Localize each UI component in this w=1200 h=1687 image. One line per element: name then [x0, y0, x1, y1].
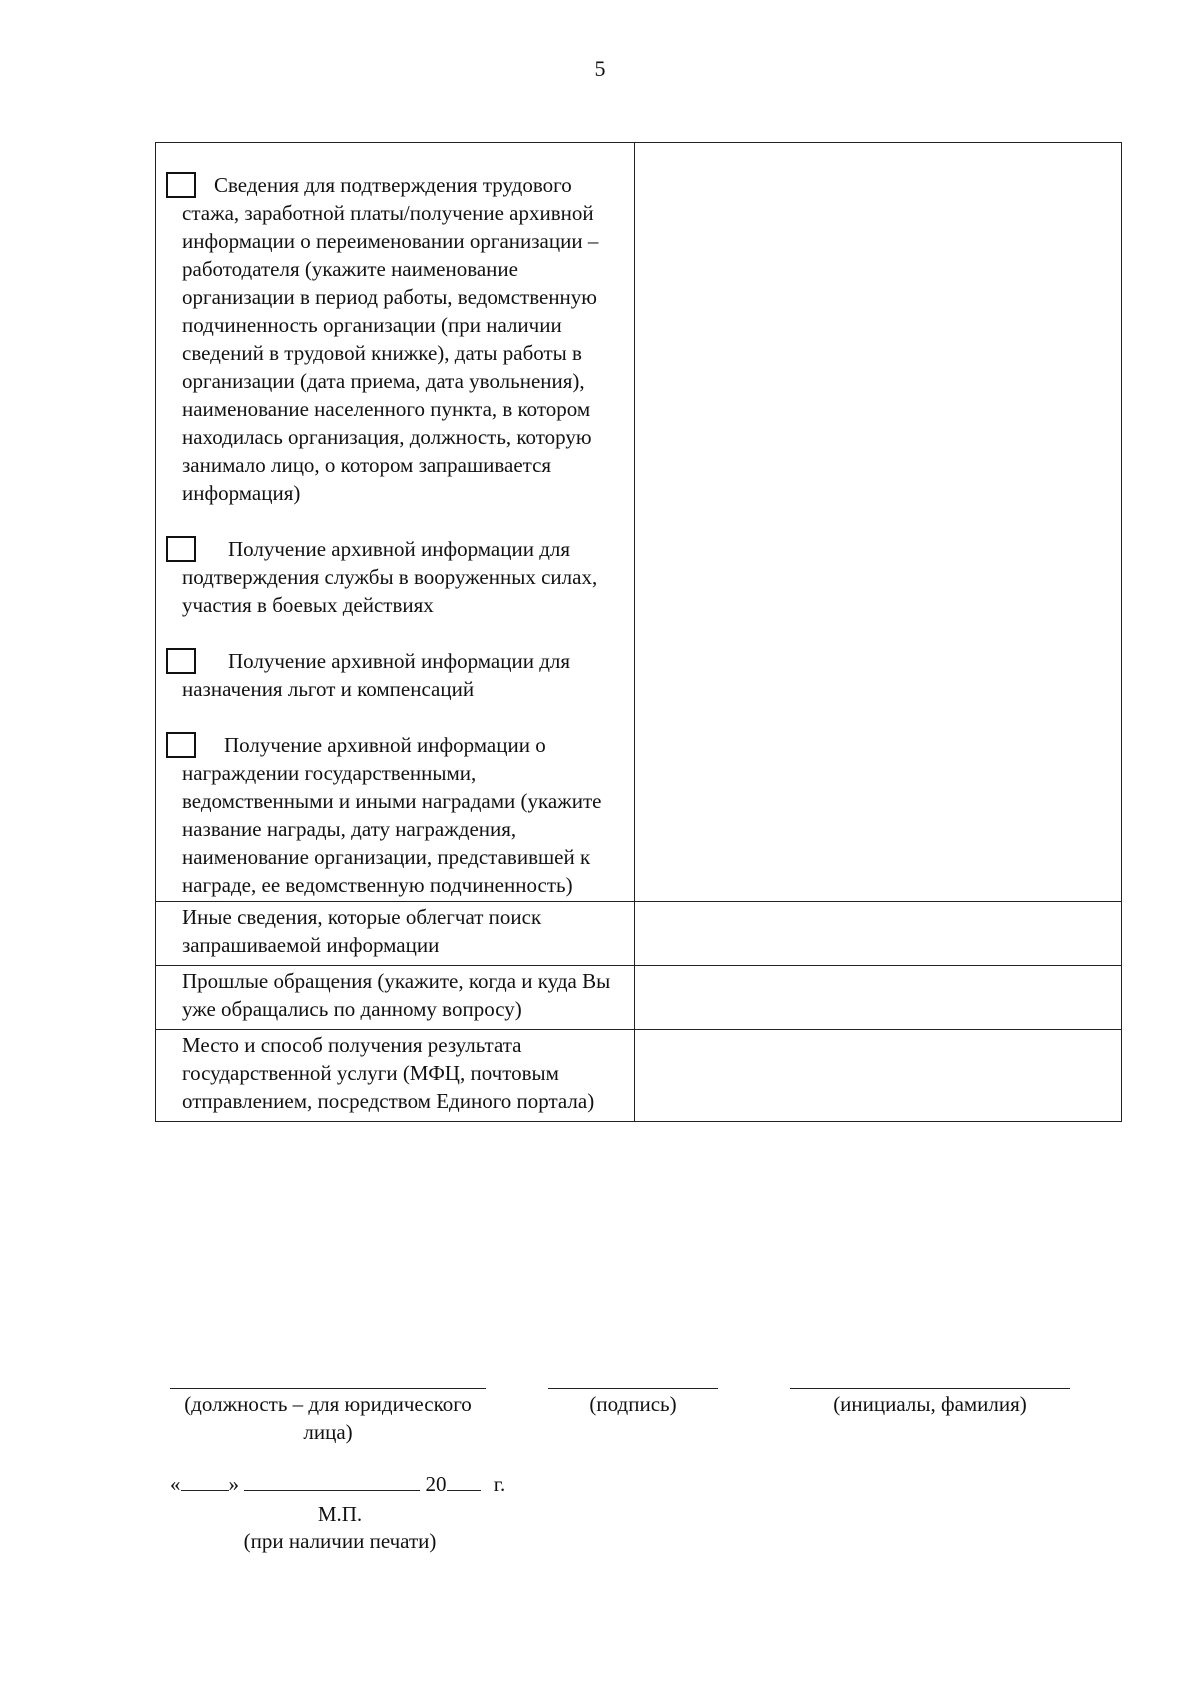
other-info-input-cell[interactable]: [635, 902, 1122, 966]
result-method-label: Место и способ получения результата государственной услуги (МФЦ, почтовым отправлением, посредством Единого портала): [156, 1030, 635, 1122]
result-method-row: [156, 1030, 1122, 1122]
request-options-cell: [156, 143, 635, 902]
request-form-table: [155, 142, 1122, 1122]
stamp-note: (при наличии печати): [243, 1529, 437, 1553]
name-caption: (инициалы, фамилия): [833, 1392, 1027, 1416]
name-signature-line[interactable]: [790, 1388, 1070, 1389]
checkbox-work-experience[interactable]: [166, 172, 196, 198]
other-info-row: [156, 902, 1122, 966]
position-caption: (должность – для юридического лица): [184, 1392, 472, 1444]
option-military-service[interactable]: [182, 535, 622, 619]
request-options-row: [156, 143, 1122, 902]
date-open-quote: «: [170, 1472, 181, 1496]
stamp-label: М.П.: [317, 1502, 363, 1526]
option-benefits[interactable]: [182, 647, 622, 703]
checkbox-military-service[interactable]: [166, 536, 196, 562]
checkbox-benefits[interactable]: [166, 648, 196, 674]
signature-line[interactable]: [548, 1388, 718, 1389]
past-requests-label: Прошлые обращения (укажите, когда и куда Вы уже обращались по данному вопросу): [156, 966, 635, 1030]
date-year-field[interactable]: [447, 1470, 481, 1491]
date-year-prefix: 20: [425, 1472, 447, 1496]
result-method-input-cell[interactable]: [635, 1030, 1122, 1122]
position-signature-line[interactable]: [170, 1388, 486, 1389]
date-day-field[interactable]: [181, 1470, 229, 1491]
option-label: Получение архивной информации для назначения льгот и компенсаций: [182, 649, 571, 701]
date-close-quote: »: [228, 1472, 239, 1496]
option-label: Сведения для подтверждения трудового стажа, заработной платы/получение архивной информации о переименовании организации – работодателя (укажите наименование организации в период работы, ведомственную подчиненность организации (при наличии сведений в трудовой книжке), даты работы в организации (дата приема, дата увольнения), наименование населенного пункта, в котором находилась организация, должность, которую занимало лицо, о котором запрашивается информация): [182, 173, 599, 505]
checkbox-awards[interactable]: [166, 732, 196, 758]
other-info-label: Иные сведения, которые облегчат поиск запрашиваемой информации: [156, 902, 635, 966]
option-label: Получение архивной информации для подтверждения службы в вооруженных силах, участия в боевых действиях: [182, 537, 598, 617]
request-options-input-cell[interactable]: [635, 143, 1122, 902]
signature-caption: (подпись): [589, 1392, 677, 1416]
option-work-experience[interactable]: [182, 171, 622, 507]
page-number: 5: [594, 56, 606, 81]
option-awards[interactable]: [182, 731, 622, 899]
option-label: Получение архивной информации о награждении государственными, ведомственными и иными наградами (укажите название награды, дату награждения, наименование организации, представившей к награде, ее ведомственную подчиненность): [182, 733, 602, 897]
past-requests-input-cell[interactable]: [635, 966, 1122, 1030]
date-year-suffix: г.: [493, 1472, 506, 1496]
date-month-field[interactable]: [244, 1470, 420, 1491]
date-line: [170, 1470, 505, 1497]
past-requests-row: [156, 966, 1122, 1030]
